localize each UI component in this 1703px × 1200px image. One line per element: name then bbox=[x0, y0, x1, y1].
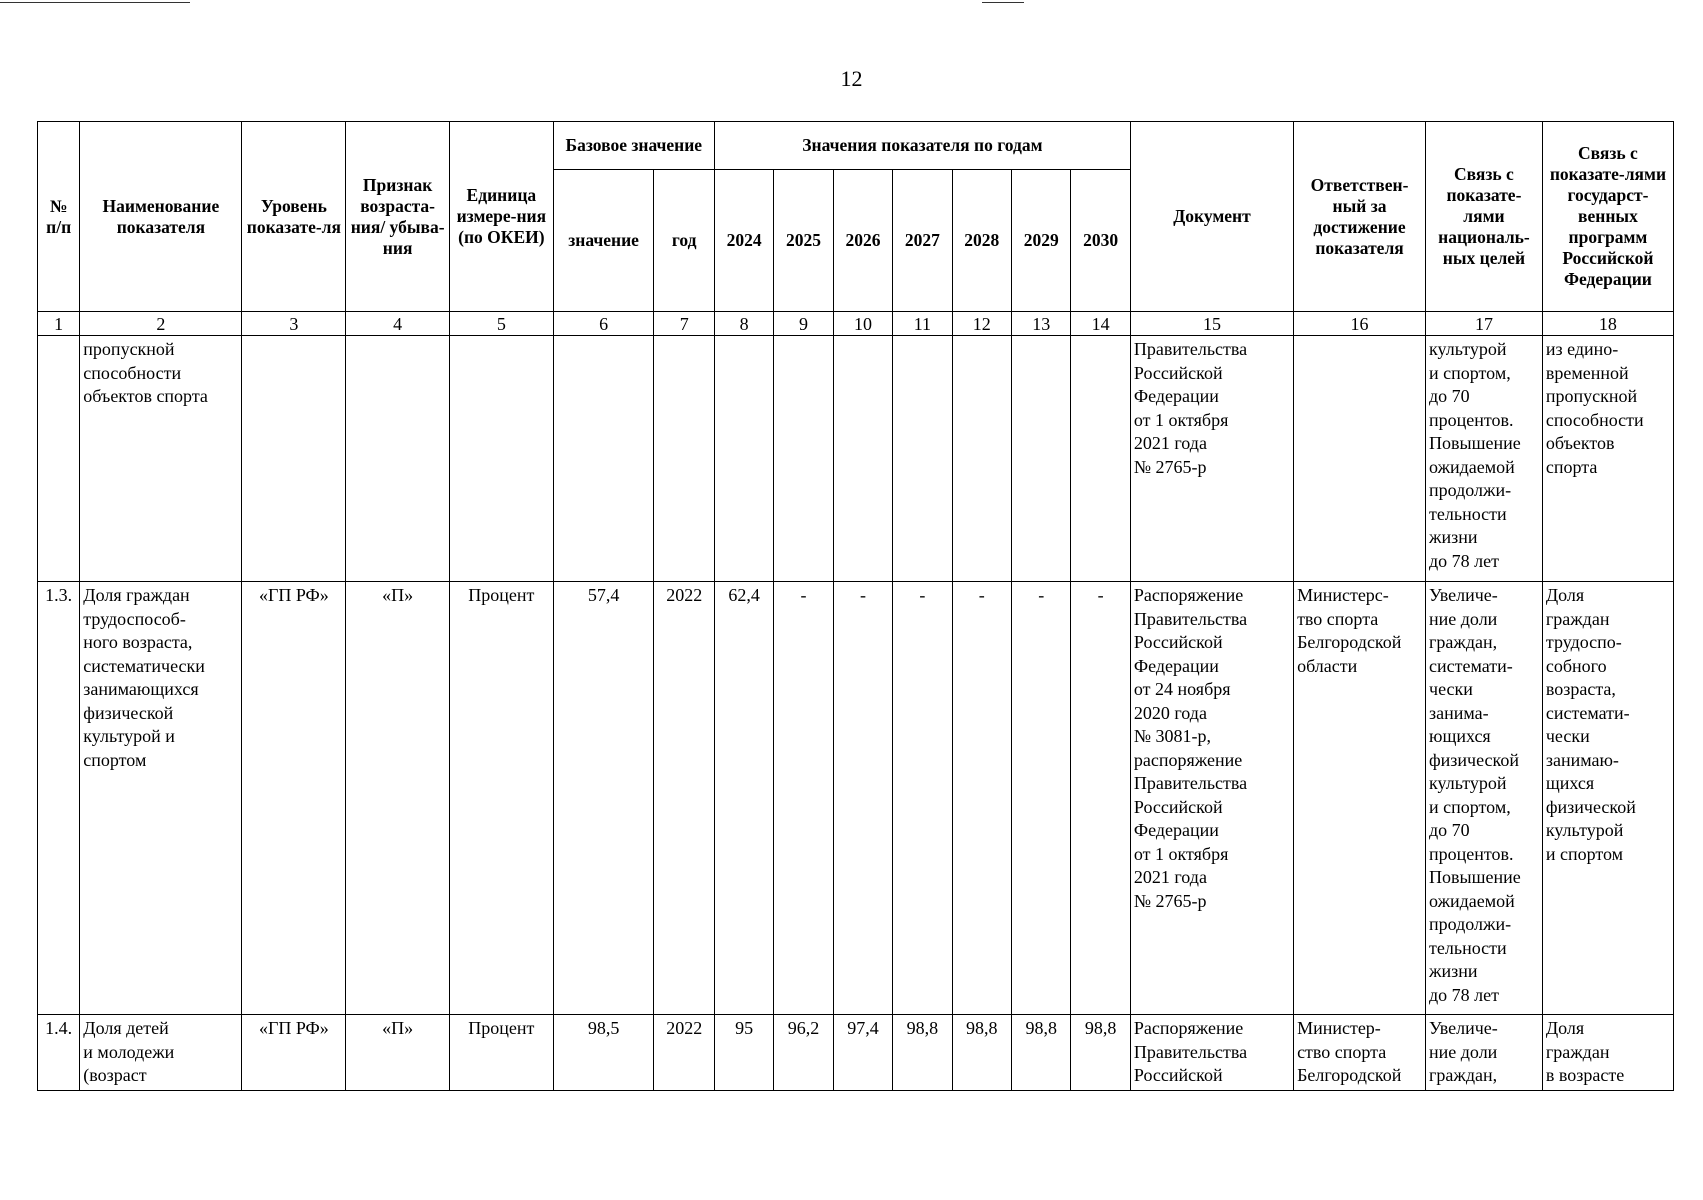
cell-num bbox=[38, 336, 80, 582]
cell-value-2025: - bbox=[774, 582, 833, 1015]
cell-value-2027 bbox=[893, 336, 952, 582]
col-header-base-year: год bbox=[654, 170, 714, 312]
col-header-responsible: Ответствен-ный за достижение показателя bbox=[1294, 122, 1426, 312]
cell-value-2024: 95 bbox=[714, 1015, 773, 1091]
column-number: 10 bbox=[833, 312, 892, 336]
col-header-year-2026: 2026 bbox=[833, 170, 892, 312]
column-number: 1 bbox=[38, 312, 80, 336]
cell-unit bbox=[449, 336, 553, 582]
column-number: 7 bbox=[654, 312, 714, 336]
cell-value-2030: 98,8 bbox=[1071, 1015, 1130, 1091]
col-header-year-2027: 2027 bbox=[893, 170, 952, 312]
page-number: 12 bbox=[840, 66, 863, 91]
column-number: 13 bbox=[1012, 312, 1071, 336]
col-header-base-value: значение bbox=[553, 170, 654, 312]
cell-state-programs: из едино- временной пропускной способности объектов спорта bbox=[1542, 336, 1673, 582]
col-header-level: Уровень показате-ля bbox=[242, 122, 346, 312]
col-header-years: Значения показателя по годам bbox=[714, 122, 1130, 170]
col-header-year-2025: 2025 bbox=[774, 170, 833, 312]
cell-value-2028: - bbox=[952, 582, 1011, 1015]
column-number: 17 bbox=[1426, 312, 1543, 336]
column-number: 6 bbox=[553, 312, 654, 336]
cell-base-year: 2022 bbox=[654, 1015, 714, 1091]
cell-value-2026: 97,4 bbox=[833, 1015, 892, 1091]
cell-level bbox=[242, 336, 346, 582]
cell-sign: «П» bbox=[346, 582, 450, 1015]
cell-num: 1.4. bbox=[38, 1015, 80, 1091]
column-number: 15 bbox=[1130, 312, 1293, 336]
column-number: 16 bbox=[1294, 312, 1426, 336]
cell-national: Увеличе- ние доли граждан, системати- чески занима- ющихся физической культурой и спортом, до 70 процентов. Повышение ожидаемой продолжи- тельности жизни до 78 лет bbox=[1426, 582, 1543, 1015]
cell-national: культурой и спортом, до 70 процентов. Повышение ожидаемой продолжи- тельности жизни до 78 лет bbox=[1426, 336, 1543, 582]
col-header-year-2030: 2030 bbox=[1071, 170, 1130, 312]
cell-name: Доля детей и молодежи (возраст bbox=[80, 1015, 242, 1091]
column-number: 14 bbox=[1071, 312, 1130, 336]
cell-document: Правительства Российской Федерации от 1 октября 2021 года № 2765-р bbox=[1130, 336, 1293, 582]
cell-value-2027: 98,8 bbox=[893, 1015, 952, 1091]
cell-responsible: Министер- ство спорта Белгородской bbox=[1294, 1015, 1426, 1091]
cell-responsible: Министерс- тво спорта Белгородской области bbox=[1294, 582, 1426, 1015]
cell-value-2024: 62,4 bbox=[714, 582, 773, 1015]
cell-base-year: 2022 bbox=[654, 582, 714, 1015]
cell-base-value bbox=[553, 336, 654, 582]
cell-name: Доля граждан трудоспособ- ного возраста, систематически занимающихся физической культурой и спортом bbox=[80, 582, 242, 1015]
column-number: 5 bbox=[449, 312, 553, 336]
cell-value-2025: 96,2 bbox=[774, 1015, 833, 1091]
top-rule-center bbox=[982, 2, 1024, 3]
cell-base-value: 98,5 bbox=[553, 1015, 654, 1091]
cell-value-2026 bbox=[833, 336, 892, 582]
column-number: 11 bbox=[893, 312, 952, 336]
cell-national: Увеличе- ние доли граждан, bbox=[1426, 1015, 1543, 1091]
cell-name: пропускной способности объектов спорта bbox=[80, 336, 242, 582]
cell-unit: Процент bbox=[449, 582, 553, 1015]
cell-value-2029: 98,8 bbox=[1012, 1015, 1071, 1091]
indicators-table bbox=[37, 121, 1674, 1091]
column-number: 3 bbox=[242, 312, 346, 336]
column-number: 12 bbox=[952, 312, 1011, 336]
cell-value-2030 bbox=[1071, 336, 1130, 582]
cell-level: «ГП РФ» bbox=[242, 582, 346, 1015]
cell-base-value: 57,4 bbox=[553, 582, 654, 1015]
cell-value-2027: - bbox=[893, 582, 952, 1015]
column-number: 2 bbox=[80, 312, 242, 336]
cell-level: «ГП РФ» bbox=[242, 1015, 346, 1091]
cell-document: Распоряжение Правительства Российской Федерации от 24 ноября 2020 года № 3081-р, распоряжение Правительства Российской Федерации от 1 октября 2021 года № 2765-р bbox=[1130, 582, 1293, 1015]
cell-num: 1.3. bbox=[38, 582, 80, 1015]
column-number: 9 bbox=[774, 312, 833, 336]
col-header-unit: Единица измере-ния (по ОКЕИ) bbox=[449, 122, 553, 312]
col-header-year-2024: 2024 bbox=[714, 170, 773, 312]
cell-base-year bbox=[654, 336, 714, 582]
cell-value-2030: - bbox=[1071, 582, 1130, 1015]
table-row bbox=[38, 582, 1674, 1015]
col-header-name: Наименование показателя bbox=[80, 122, 242, 312]
cell-value-2025 bbox=[774, 336, 833, 582]
cell-value-2029: - bbox=[1012, 582, 1071, 1015]
cell-document: Распоряжение Правительства Российской bbox=[1130, 1015, 1293, 1091]
cell-state-programs: Доля граждан трудоспо- собного возраста, системати- чески занимаю- щихся физической культурой и спортом bbox=[1542, 582, 1673, 1015]
top-rule-left bbox=[0, 2, 190, 3]
col-header-sign: Признак возраста-ния/ убыва-ния bbox=[346, 122, 450, 312]
cell-value-2026: - bbox=[833, 582, 892, 1015]
cell-value-2028: 98,8 bbox=[952, 1015, 1011, 1091]
col-header-national: Связь с показате-лями националь-ных целей bbox=[1426, 122, 1543, 312]
cell-value-2029 bbox=[1012, 336, 1071, 582]
cell-value-2024 bbox=[714, 336, 773, 582]
table-row bbox=[38, 1015, 1674, 1091]
cell-sign bbox=[346, 336, 450, 582]
column-number-row bbox=[38, 312, 1674, 336]
cell-sign: «П» bbox=[346, 1015, 450, 1091]
col-header-base: Базовое значение bbox=[553, 122, 714, 170]
col-header-num: № п/п bbox=[38, 122, 80, 312]
column-number: 8 bbox=[714, 312, 773, 336]
cell-unit: Процент bbox=[449, 1015, 553, 1091]
col-header-state-programs: Связь с показате-лями государст-венных программ Российской Федерации bbox=[1542, 122, 1673, 312]
column-number: 18 bbox=[1542, 312, 1673, 336]
col-header-year-2029: 2029 bbox=[1012, 170, 1071, 312]
col-header-year-2028: 2028 bbox=[952, 170, 1011, 312]
table-row bbox=[38, 336, 1674, 582]
column-number: 4 bbox=[346, 312, 450, 336]
cell-value-2028 bbox=[952, 336, 1011, 582]
col-header-document: Документ bbox=[1130, 122, 1293, 312]
cell-state-programs: Доля граждан в возрасте bbox=[1542, 1015, 1673, 1091]
cell-responsible bbox=[1294, 336, 1426, 582]
